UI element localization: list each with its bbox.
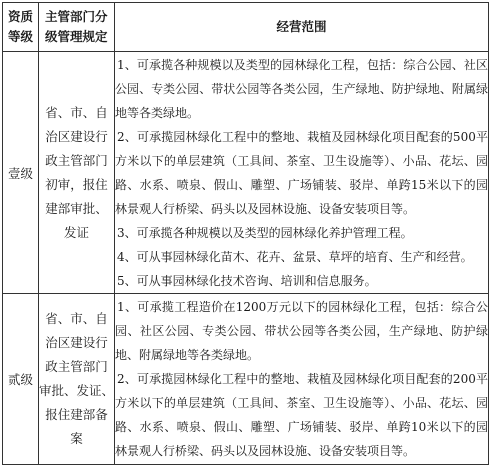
dept-cell [39,294,115,465]
header-scope: 经营范围 [115,3,489,52]
dept-line: 报住建部备 [45,407,108,422]
dept-line: 政主管部门 [45,152,108,168]
qualification-table [2,2,489,465]
header-dept [39,3,115,52]
header-grade-line1: 资质 [7,9,33,24]
dept-line: 案 [70,431,83,446]
dept-line: 治区建设行 [45,335,108,350]
dept-line: 省、市、自 [45,104,108,120]
header-row [3,3,489,52]
dept-line: 初审，报住 [45,176,108,192]
scope-item: 3、可承揽各种规模以及类型的园林绿化养护管理工程。 [117,225,413,240]
scope-cell [115,294,489,465]
scope-item: 2、可承揽园林绿化工程中的整地、栽植及园林绿化项目配套的500平方米以下的单层建筑（工具间、茶室、卫生设施等）、小品、花坛、园路、水系、喷泉、假山、雕塑、广场铺装、驳岸、单跨15米以下的园林景观人行桥梁、码头以及园林设施、设备安装项目等。 [115,129,488,216]
grade-cell: 贰级 [3,294,39,465]
dept-line: 治区建设行 [45,128,108,144]
scope-item: 2、可承揽园林绿化工程中的整地、栽植及园林绿化项目配套的200平方米以下的单层建筑（工具间、茶室、卫生设施等）、小品、花坛、园路、水系、喷泉、假山、雕塑、广场铺装、驳岸、单跨10米以下的园林景观人行桥梁、码头以及园林设施、设备安装项目等。 [115,372,488,458]
dept-line: 省、市、自 [45,311,108,326]
table-row-grade-2 [3,294,489,465]
dept-cell [39,52,115,294]
scope-item: 4、可从事园林绿化苗木、花卉、盆景、草坪的培育、生产和经营。 [117,249,473,264]
header-grade-line2: 等级 [7,29,33,44]
dept-line: 审批、发证、 [39,383,115,398]
scope-item: 1、可承揽工程造价在1200万元以下的园林绿化工程，包括：综合公园、社区公园、专类公园、带状公园等各类公园，生产绿地、防护绿地、附属绿地等各类绿地。 [115,300,488,362]
dept-line: 建部审批、 [45,200,108,216]
header-grade [3,3,39,52]
dept-line: 政主管部门 [45,359,108,374]
scope-item: 1、可承揽各种规模以及类型的园林绿化工程，包括：综合公园、社区公园、专类公园、带状公园等各类公园，生产绿地、防护绿地、附属绿地等各类绿地。 [115,57,488,120]
grade-cell: 壹级 [3,52,39,294]
scope-cell [115,52,489,294]
header-dept-line1: 主管部门分 [45,9,108,24]
scope-item: 5、可从事园林绿化技术咨询、培训和信息服务。 [117,273,377,288]
dept-line: 发证 [63,224,89,240]
table-row-grade-1 [3,52,489,294]
header-dept-line2: 级管理规定 [45,29,108,44]
